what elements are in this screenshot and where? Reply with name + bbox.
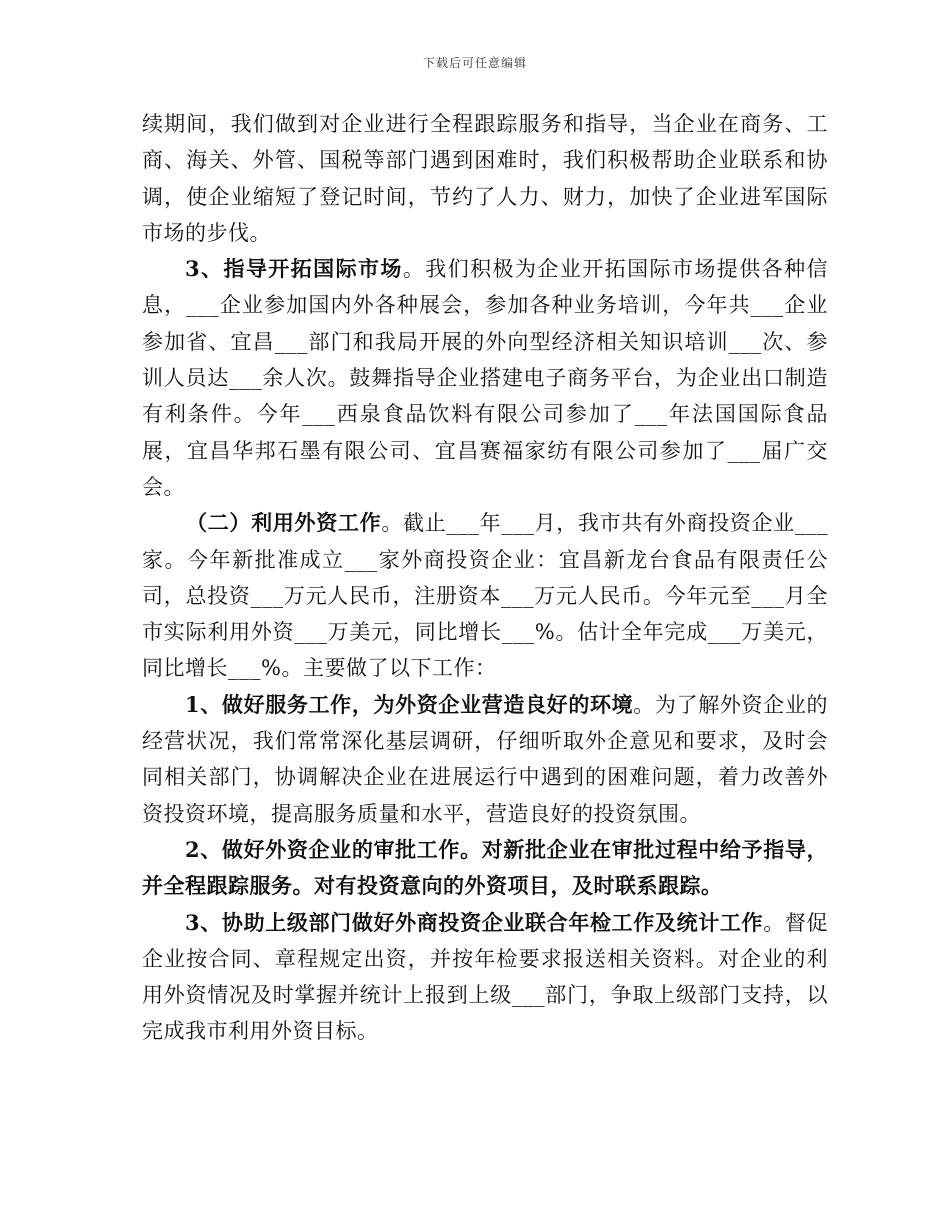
paragraph-lead: 3、协助上级部门做好外商投资企业联合年检工作及统计工作: [185, 909, 764, 935]
paragraph-lead: 2、做好外资企业的审批工作。对新批企业在审批过程中给予指导，并全程跟踪服务。对有投资意向的外资项目，及时联系跟踪。: [142, 836, 828, 899]
paragraph-text: 。督促企业按合同、章程规定出资，并按年检要求报送相关资料。对企业的利用外资情况及时掌握并统计上报到上级___部门，争取上级部门支持，以完成我市利用外资目标。: [142, 910, 828, 1044]
paragraph-text: 。为了解外资企业的经营状况，我们常常深化基层调研，仔细听取外企意见和要求，及时会同相关部门，协调解决企业在进展运行中遇到的困难问题，着力改善外资投资环境，提高服务质量和水平，营造良好的投资氛围。: [142, 692, 828, 826]
paragraph-approval-work: [142, 832, 828, 905]
paragraph-lead: 1、做好服务工作，为外资企业营造良好的环境: [185, 691, 634, 717]
paragraph-continuation: [142, 106, 828, 251]
paragraph-text: 。我们积极为企业开拓国际市场提供各种信息，___企业参加国内外各种展会，参加各种业务培训，今年共___企业参加省、宜昌___部门和我局开展的外向型经济相关知识培训___次、参训人员达___余人次。鼓舞指导企业搭建电子商务平台，为企业出口制造有利条件。今年___西泉食品饮料有限公司参加了___年法国国际食品展，宜昌华邦石墨有限公司、宜昌赛福家纺有限公司参加了___届广交会。: [142, 257, 828, 499]
document-body: [142, 106, 828, 1050]
section-heading-foreign-investment: [142, 505, 828, 686]
paragraph-lead: 3、指导开拓国际市场: [185, 256, 403, 282]
page-header: 下载后可任意编辑: [422, 56, 527, 70]
paragraph-annual-inspection: [142, 905, 828, 1050]
paragraph-text: 续期间，我们做到对企业进行全程跟踪服务和指导，当企业在商务、工商、海关、外管、国税等部门遇到困难时，我们积极帮助企业联系和协调，使企业缩短了登记时间，节约了人力、财力，加快了企业进军国际市场的步伐。: [142, 112, 828, 245]
section-lead: （二）利用外资工作: [186, 510, 382, 536]
paragraph-text: 。截止___年___月，我市共有外商投资企业___家。今年新批准成立___家外商投资企业：宜昌新龙台食品有限责任公司，总投资___万元人民币，注册资本___万元人民币。今年元至___月全市实际利用外资___万美元，同比增长___%。估计全年完成___万美元，同比增长___%。主要做了以下工作：: [142, 511, 829, 681]
paragraph-service-work: [142, 687, 828, 832]
paragraph-international-market: [142, 251, 828, 505]
